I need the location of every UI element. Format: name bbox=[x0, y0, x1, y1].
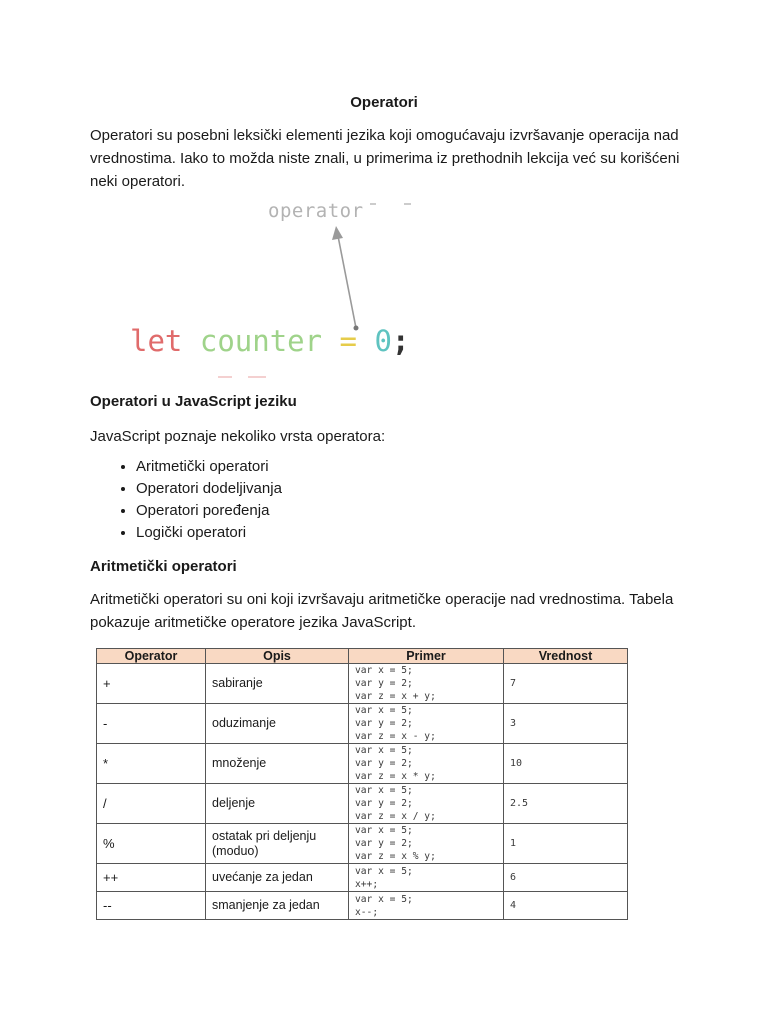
page-title: Operatori bbox=[350, 94, 418, 111]
column-header-vrednost: Vrednost bbox=[504, 649, 628, 664]
arrow-line bbox=[338, 236, 356, 328]
table-row bbox=[97, 864, 628, 892]
description-cell: ostatak pri deljenju (moduo) bbox=[206, 824, 349, 864]
figure-label: operator bbox=[268, 200, 364, 222]
value-cell: 4 bbox=[504, 892, 628, 920]
value-cell: 3 bbox=[504, 704, 628, 744]
code-number: 0 bbox=[374, 324, 392, 358]
operator-cell: + bbox=[97, 664, 206, 704]
list-item: • Aritmetički operatori bbox=[136, 456, 282, 478]
operator-cell: - bbox=[97, 704, 206, 744]
operator-cell: -- bbox=[97, 892, 206, 920]
section-heading-operators: Operatori u JavaScript jeziku bbox=[90, 393, 297, 410]
section-intro-text: JavaScript poznaje nekoliko vrsta operatora: bbox=[90, 428, 386, 445]
column-header-operator: Operator bbox=[97, 649, 206, 664]
description-cell: smanjenje za jedan bbox=[206, 892, 349, 920]
example-cell: var x = 5; var y = 2; var z = x + y; bbox=[349, 664, 504, 704]
code-identifier: counter bbox=[199, 324, 323, 358]
table-row bbox=[97, 784, 628, 824]
operator-cell: * bbox=[97, 744, 206, 784]
value-cell: 1 bbox=[504, 824, 628, 864]
table-row bbox=[97, 892, 628, 920]
column-header-primer: Primer bbox=[349, 649, 504, 664]
value-cell: 6 bbox=[504, 864, 628, 892]
list-item: • Operatori dodeljivanja bbox=[136, 478, 282, 500]
value-cell: 2.5 bbox=[504, 784, 628, 824]
table-row bbox=[97, 824, 628, 864]
operator-cell: ++ bbox=[97, 864, 206, 892]
operator-types-list bbox=[112, 456, 282, 544]
column-header-opis: Opis bbox=[206, 649, 349, 664]
code-semicolon: ; bbox=[391, 324, 410, 358]
list-item: • Logički operatori bbox=[136, 522, 282, 544]
operator-cell: / bbox=[97, 784, 206, 824]
code-keyword: let bbox=[130, 324, 183, 358]
example-cell: var x = 5; var y = 2; var z = x / y; bbox=[349, 784, 504, 824]
code-operator: = bbox=[339, 324, 358, 358]
table-row bbox=[97, 664, 628, 704]
table-row bbox=[97, 744, 628, 784]
example-cell: var x = 5; x--; bbox=[349, 892, 504, 920]
operator-cell: % bbox=[97, 824, 206, 864]
list-item: • Operatori poređenja bbox=[136, 500, 282, 522]
value-cell: 7 bbox=[504, 664, 628, 704]
example-cell: var x = 5; var y = 2; var z = x % y; bbox=[349, 824, 504, 864]
intro-paragraph: Operatori su posebni leksički elementi jezika koji omogućavaju izvršavanje operacija nad vrednostima. Iako to možda niste znali, u primerima iz prethodnih lekcija već su korišćeni neki operatori. bbox=[90, 127, 680, 190]
section-heading-arithmetic: Aritmetički operatori bbox=[90, 558, 237, 575]
example-cell: var x = 5; x++; bbox=[349, 864, 504, 892]
description-cell: uvećanje za jedan bbox=[206, 864, 349, 892]
description-cell: množenje bbox=[206, 744, 349, 784]
figure-code bbox=[130, 324, 409, 358]
arithmetic-operators-table bbox=[96, 648, 628, 920]
description-cell: deljenje bbox=[206, 784, 349, 824]
description-cell: oduzimanje bbox=[206, 704, 349, 744]
example-cell: var x = 5; var y = 2; var z = x - y; bbox=[349, 704, 504, 744]
description-cell: sabiranje bbox=[206, 664, 349, 704]
arrow-head bbox=[332, 226, 343, 240]
table-header-row bbox=[97, 649, 628, 664]
value-cell: 10 bbox=[504, 744, 628, 784]
arithmetic-paragraph: Aritmetički operatori su oni koji izvršavaju aritmetičke operacije nad vrednostima. Tabela pokazuje aritmetičke operatore jezika JavaScript. bbox=[90, 591, 674, 631]
example-cell: var x = 5; var y = 2; var z = x * y; bbox=[349, 744, 504, 784]
operator-figure bbox=[120, 196, 430, 386]
table-row bbox=[97, 704, 628, 744]
